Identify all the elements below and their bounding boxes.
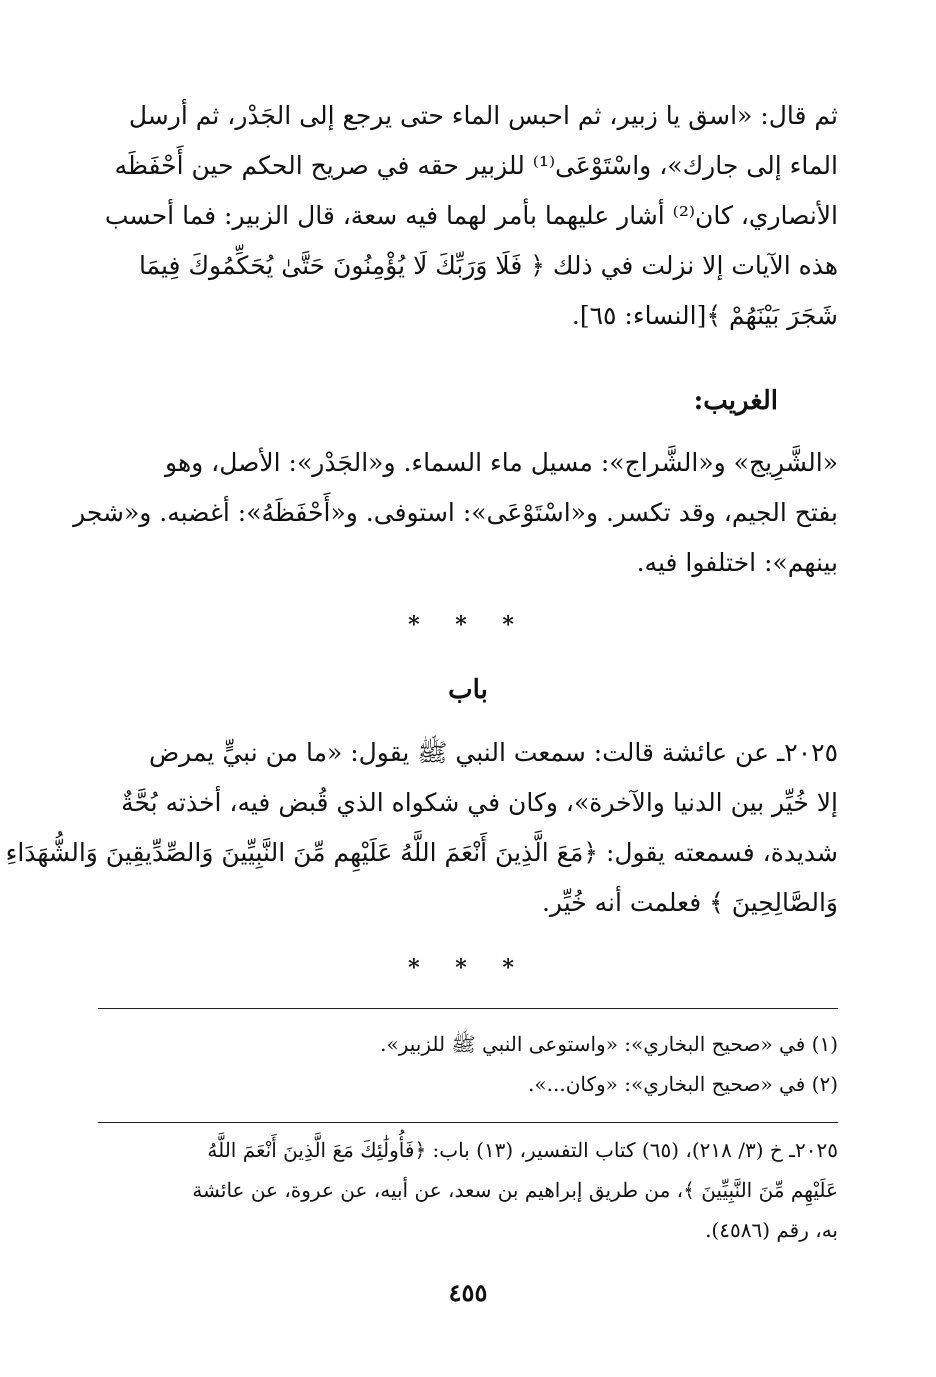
text-line: «الشَّرِيج» و«الشَّراج»: مسيل ماء السماء. و«الجَدْر»: الأصل، وهو (165, 448, 838, 477)
takhrij-line: عَلَيْهِم مِّنَ النَّبِيِّينَ ﴾، من طريق إبراهيم بن سعد، عن أبيه، عن عروة، عن عائشة (192, 1178, 838, 1202)
section-separator: * * * (408, 612, 528, 638)
text-line: الماء إلى جارك»، واسْتَوْعَى⁽¹⁾ للزبير حقه في صريح الحكم حين أَحْفَظَه (114, 151, 838, 180)
text-line: ثم قال: «اسق يا زبير، ثم احبس الماء حتى يرجع إلى الجَدْر، ثم أرسل (128, 101, 838, 130)
paragraph-hadith-2025 (5, 728, 838, 928)
takhrij-line: به، رقم (٤٥٨٦). (705, 1218, 838, 1242)
bab-heading: باب (448, 675, 488, 705)
text-line: بينهم»: اختلفوا فيه. (636, 548, 838, 577)
text-line: شديدة، فسمعته يقول: ﴿مَعَ الَّذِينَ أَنْعَمَ اللَّهُ عَلَيْهِم مِّنَ النَّبِيِّينَ وَالصِّدِّيقِينَ وَالشُّهَدَاءِ (5, 838, 838, 867)
text-line: الأنصاري، كان⁽²⁾ أشار عليهما بأمر لهما فيه سعة، قال الزبير: فما أحسب (104, 201, 838, 230)
footnote-item: (١) في «صحيح البخاري»: «واستوعى النبي ﷺ للزبير». (380, 1032, 838, 1056)
gharib-heading: الغريب: (693, 386, 778, 416)
text-line: بفتح الجيم، وقد تكسر. و«اسْتَوْعَى»: استوفى. و«أَحْفَظَهُ»: أغضبه. و«شجر (73, 498, 838, 527)
page-number: ٤٥٥ (448, 1278, 488, 1307)
footnote-item: (٢) في «صحيح البخاري»: «وكان...». (528, 1072, 838, 1096)
paragraph-gharib (73, 438, 838, 588)
takhrij-line: ٢٠٢٥ـ خ (٣/ ٢١٨)، (٦٥) كتاب التفسير، (١٣) باب: ﴿فَأُولَٰئِكَ مَعَ الَّذِينَ أَنْعَمَ اللَّهُ (207, 1138, 838, 1162)
text-line: وَالصَّالِحِينَ ﴾ فعلمت أنه خُيِّر. (541, 888, 838, 917)
text-line: هذه الآيات إلا نزلت في ذلك ﴿ فَلَا وَرَبِّكَ لَا يُؤْمِنُونَ حَتَّىٰ يُحَكِّمُوكَ فِيمَا (138, 251, 838, 280)
paragraph-hadith-continuation (104, 91, 838, 341)
footnote-rule (98, 1008, 838, 1009)
takhrij-rule (98, 1122, 838, 1123)
text-line: شَجَرَ بَيْنَهُمْ ﴾[النساء: ٦٥]. (571, 301, 838, 330)
text-line: ٢٠٢٥ـ عن عائشة قالت: سمعت النبي ﷺ يقول: «ما من نبيٍّ يمرض (148, 738, 838, 767)
text-line: إلا خُيِّر بين الدنيا والآخرة»، وكان في شكواه الذي قُبض فيه، أخذته بُحَّةٌ (121, 788, 838, 817)
section-separator: * * * (408, 955, 528, 981)
footnotes (130, 1024, 838, 1104)
takhrij-note (130, 1130, 838, 1250)
